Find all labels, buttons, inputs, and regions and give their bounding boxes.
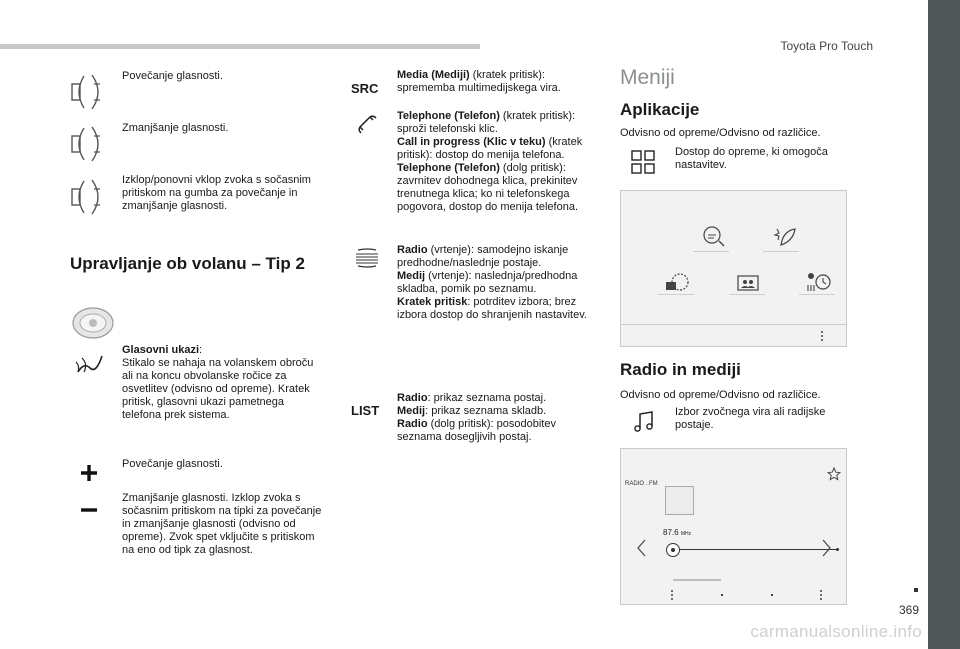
scroll-wheel-text: Radio (vrtenje): samodejno iskanje predhodne/naslednje postaje. Medij (vrtenje): naslednja/predhodna skladba, pomik po seznamu. Kratek pritisk: potrditev izbora; brez izbora dostop do shranjenih nastavitev. xyxy=(397,244,587,321)
page-dot-2[interactable] xyxy=(771,594,773,596)
plus-text: Povečanje glasnosti. xyxy=(122,458,223,470)
station-artwork xyxy=(665,486,694,515)
radio-screen xyxy=(620,448,847,605)
steering-wheel-icon xyxy=(70,306,116,340)
phone-text: Telephone (Telefon) (kratek pritisk): sproži telefonski klic. Call in progress (Klic v teku) (kratek pritisk): dostop do menija telefona. Telephone (Telefon) (dolg pritisk): zavrnitev dohodnega klica, prekinitev trenutnega klica; ko ni telefonskega pogovora, dostop do menija telefona. xyxy=(397,110,583,213)
radio-media-title: Radio in mediji xyxy=(620,360,741,379)
apps-title: Aplikacije xyxy=(620,100,700,119)
active-tab-indicator xyxy=(673,579,721,581)
voice-command-icon xyxy=(74,352,108,378)
page-edge-bar xyxy=(928,0,960,649)
end-marker xyxy=(914,588,918,592)
voice-command-text: Glasovni ukazi: Stikalo se nahaja na volanskem obroču ali na koncu obvolanske ročice za osvetlitev (odvisno od opreme). Kratek pritisk, glasovni ukazi pametnega telefona prek sistema. xyxy=(122,344,314,421)
music-note-icon xyxy=(632,410,656,434)
vehicle-info-icon[interactable] xyxy=(665,271,691,293)
eco-leaf-icon[interactable] xyxy=(771,225,797,247)
header-title: Toyota Pro Touch xyxy=(780,39,873,53)
scroll-wheel-icon xyxy=(354,248,380,268)
more-options-icon[interactable] xyxy=(818,588,824,602)
list-label: LIST xyxy=(351,403,380,418)
phone-icon xyxy=(356,113,380,137)
settings-clock-icon[interactable] xyxy=(806,271,834,293)
plus-icon xyxy=(79,463,99,483)
header-rule xyxy=(0,44,480,49)
list-options-icon[interactable] xyxy=(669,588,675,602)
frequency-slider-handle[interactable] xyxy=(665,542,681,558)
minus-text: Zmanjšanje glasnosti. Izklop zvoka s sočasnim pritiskom na tipki za povečanje in zmanjšanje glasnosti (odvisno od opreme). Zvok spet vključite s pritiskom na eno od tipk za glasnost. xyxy=(122,492,322,556)
more-options-icon[interactable] xyxy=(819,329,825,343)
src-text: Media (Mediji) (kratek pritisk): sprememba multimedijskega vira. xyxy=(397,69,561,94)
next-station-icon[interactable] xyxy=(817,537,835,559)
apps-grid-icon xyxy=(631,150,655,174)
apps-screen xyxy=(620,190,847,347)
radio-media-note: Odvisno od opreme/Odvisno od različice. xyxy=(620,389,821,401)
page-dot-1[interactable] xyxy=(721,594,723,596)
radio-band-label: RADIO . FM xyxy=(625,481,658,487)
watermark: carmanualsonline.info xyxy=(750,622,922,641)
mute-text: Izklop/ponovni vklop zvoka s sočasnim pritiskom na gumba za povečanje in zmanjšanje glasnosti. xyxy=(122,174,311,212)
volume-press-knob-icon xyxy=(70,177,110,217)
volume-down-text: Zmanjšanje glasnosti. xyxy=(122,122,229,134)
section-title-steering-controls: Upravljanje ob volanu – Tip 2 xyxy=(70,254,305,273)
contacts-card-icon[interactable] xyxy=(736,273,762,293)
menus-title: Meniji xyxy=(620,66,675,89)
minus-icon xyxy=(79,500,99,520)
apps-note: Odvisno od opreme/Odvisno od različice. xyxy=(620,127,821,139)
src-label: SRC xyxy=(351,81,379,96)
frequency-slider-track[interactable] xyxy=(671,549,839,550)
list-text: Radio: prikaz seznama postaj. Medij: prikaz seznama skladb. Radio (dolg pritisk): posodobitev seznama dosegljivih postaj. xyxy=(397,392,556,443)
volume-down-knob-icon xyxy=(70,124,110,164)
favorite-star-icon[interactable] xyxy=(827,467,841,481)
slider-end-dot xyxy=(836,548,839,551)
volume-up-knob-icon xyxy=(70,72,110,112)
volume-up-text: Povečanje glasnosti. xyxy=(122,70,223,82)
page-number: 369 xyxy=(898,603,919,617)
frequency-display: 87.6 MHz xyxy=(663,528,692,537)
previous-station-icon[interactable] xyxy=(633,537,651,559)
radio-icon-text: Izbor zvočnega vira ali radijske postaje. xyxy=(675,406,826,431)
apps-icon-text: Dostop do opreme, ki omogoča nastavitev. xyxy=(675,146,828,171)
connected-services-icon[interactable] xyxy=(701,225,727,247)
